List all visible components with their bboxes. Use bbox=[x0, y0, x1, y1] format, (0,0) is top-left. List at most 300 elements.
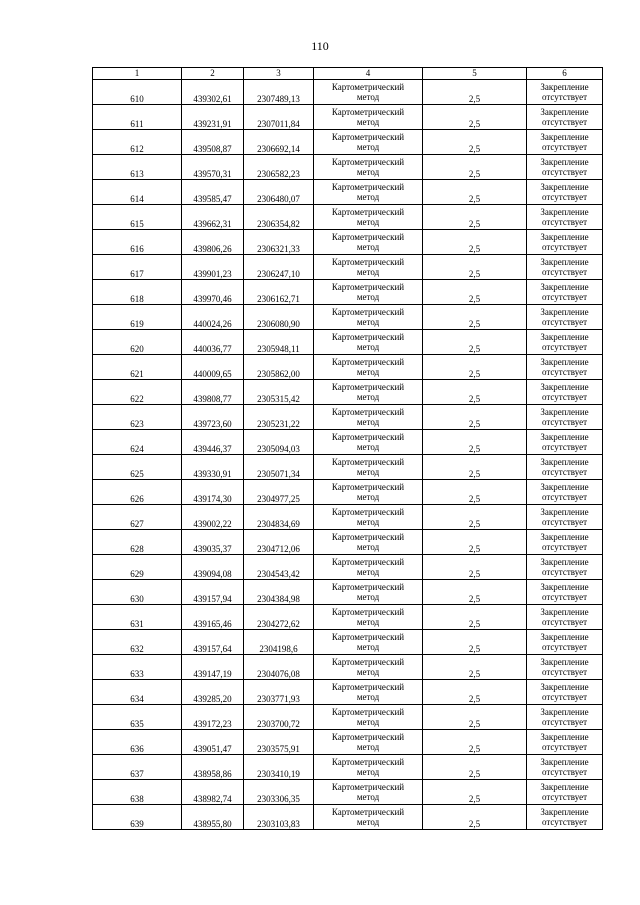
method-cell-line-2: метод bbox=[356, 317, 380, 327]
method-cell-line-1: Картометрический bbox=[331, 406, 405, 417]
fixation-cell-line-2: отсутствует bbox=[541, 517, 588, 527]
point-number-cell: 626 bbox=[93, 480, 182, 505]
error-cell: 2,5 bbox=[423, 80, 527, 105]
method-cell-line-2: метод bbox=[356, 667, 380, 677]
fixation-cell bbox=[527, 280, 603, 305]
fixation-cell bbox=[527, 80, 603, 105]
method-cell bbox=[314, 255, 423, 280]
table-row bbox=[93, 80, 603, 105]
method-cell-line-2: метод bbox=[356, 717, 380, 727]
method-cell-line-1: Картометрический bbox=[331, 81, 405, 92]
fixation-cell-line-1: Закрепление bbox=[540, 731, 589, 742]
x-coordinate-cell: 438958,86 bbox=[182, 755, 244, 780]
method-cell bbox=[314, 80, 423, 105]
method-cell bbox=[314, 680, 423, 705]
method-cell-line-1: Картометрический bbox=[331, 331, 405, 342]
table-row bbox=[93, 805, 603, 830]
error-cell: 2,5 bbox=[423, 630, 527, 655]
method-cell-line-1: Картометрический bbox=[331, 606, 405, 617]
method-cell-line-2: метод bbox=[356, 792, 380, 802]
x-coordinate-cell: 439901,23 bbox=[182, 255, 244, 280]
x-coordinate-cell: 439446,37 bbox=[182, 430, 244, 455]
y-coordinate-cell: 2304543,42 bbox=[244, 555, 314, 580]
table-row bbox=[93, 205, 603, 230]
y-coordinate-cell: 2306582,23 bbox=[244, 155, 314, 180]
method-cell bbox=[314, 155, 423, 180]
table-row bbox=[93, 130, 603, 155]
method-cell-line-1: Картометрический bbox=[331, 306, 405, 317]
x-coordinate-cell: 439172,23 bbox=[182, 705, 244, 730]
y-coordinate-cell: 2304712,06 bbox=[244, 530, 314, 555]
y-coordinate-cell: 2303306,35 bbox=[244, 780, 314, 805]
x-coordinate-cell: 439002,22 bbox=[182, 505, 244, 530]
fixation-cell-line-1: Закрепление bbox=[540, 231, 589, 242]
x-coordinate-cell: 438955,80 bbox=[182, 805, 244, 830]
error-cell: 2,5 bbox=[423, 105, 527, 130]
point-number-cell: 619 bbox=[93, 305, 182, 330]
table-row bbox=[93, 305, 603, 330]
method-cell-line-1: Картометрический bbox=[331, 231, 405, 242]
x-coordinate-cell: 439157,64 bbox=[182, 630, 244, 655]
y-coordinate-cell: 2306692,14 bbox=[244, 130, 314, 155]
table-row bbox=[93, 155, 603, 180]
x-coordinate-cell: 439157,94 bbox=[182, 580, 244, 605]
fixation-cell bbox=[527, 705, 603, 730]
error-cell: 2,5 bbox=[423, 780, 527, 805]
table-row bbox=[93, 580, 603, 605]
fixation-cell-line-2: отсутствует bbox=[541, 642, 588, 652]
fixation-cell-line-1: Закрепление bbox=[540, 431, 589, 442]
fixation-cell bbox=[527, 480, 603, 505]
method-cell-line-2: метод bbox=[356, 367, 380, 377]
error-cell: 2,5 bbox=[423, 155, 527, 180]
fixation-cell-line-2: отсутствует bbox=[541, 592, 588, 602]
y-coordinate-cell: 2306162,71 bbox=[244, 280, 314, 305]
method-cell-line-1: Картометрический bbox=[331, 156, 405, 167]
point-number-cell: 633 bbox=[93, 655, 182, 680]
y-coordinate-cell: 2304272,62 bbox=[244, 605, 314, 630]
x-coordinate-cell: 439174,30 bbox=[182, 480, 244, 505]
error-cell: 2,5 bbox=[423, 130, 527, 155]
table-row bbox=[93, 655, 603, 680]
method-cell bbox=[314, 455, 423, 480]
fixation-cell-line-2: отсутствует bbox=[541, 492, 588, 502]
fixation-cell-line-1: Закрепление bbox=[540, 181, 589, 192]
x-coordinate-cell: 439570,31 bbox=[182, 155, 244, 180]
method-cell-line-2: метод bbox=[356, 542, 380, 552]
method-cell-line-1: Картометрический bbox=[331, 356, 405, 367]
fixation-cell bbox=[527, 555, 603, 580]
fixation-cell-line-1: Закрепление bbox=[540, 706, 589, 717]
error-cell: 2,5 bbox=[423, 230, 527, 255]
method-cell-line-1: Картометрический bbox=[331, 131, 405, 142]
method-cell bbox=[314, 580, 423, 605]
method-cell-line-2: метод bbox=[356, 467, 380, 477]
table-row bbox=[93, 405, 603, 430]
y-coordinate-cell: 2305094,03 bbox=[244, 430, 314, 455]
error-cell: 2,5 bbox=[423, 305, 527, 330]
table-row bbox=[93, 530, 603, 555]
fixation-cell-line-1: Закрепление bbox=[540, 481, 589, 492]
table-row bbox=[93, 455, 603, 480]
fixation-cell-line-2: отсутствует bbox=[541, 292, 588, 302]
fixation-cell bbox=[527, 655, 603, 680]
fixation-cell-line-1: Закрепление bbox=[540, 456, 589, 467]
point-number-cell: 635 bbox=[93, 705, 182, 730]
method-cell-line-1: Картометрический bbox=[331, 781, 405, 792]
method-cell bbox=[314, 755, 423, 780]
table-row bbox=[93, 355, 603, 380]
fixation-cell-line-2: отсутствует bbox=[541, 767, 588, 777]
x-coordinate-cell: 440024,26 bbox=[182, 305, 244, 330]
point-number-cell: 622 bbox=[93, 380, 182, 405]
fixation-cell bbox=[527, 255, 603, 280]
point-number-cell: 615 bbox=[93, 205, 182, 230]
fixation-cell-line-1: Закрепление bbox=[540, 306, 589, 317]
fixation-cell-line-2: отсутствует bbox=[541, 117, 588, 127]
method-cell-line-2: метод bbox=[356, 417, 380, 427]
method-cell-line-2: метод bbox=[356, 217, 380, 227]
table-row bbox=[93, 630, 603, 655]
method-cell-line-2: метод bbox=[356, 742, 380, 752]
method-cell-line-2: метод bbox=[356, 642, 380, 652]
method-cell bbox=[314, 130, 423, 155]
fixation-cell-line-2: отсутствует bbox=[541, 717, 588, 727]
method-cell bbox=[314, 380, 423, 405]
column-header-6: 6 bbox=[527, 68, 603, 80]
fixation-cell-line-2: отсутствует bbox=[541, 217, 588, 227]
fixation-cell-line-1: Закрепление bbox=[540, 406, 589, 417]
method-cell bbox=[314, 605, 423, 630]
method-cell bbox=[314, 805, 423, 830]
fixation-cell bbox=[527, 205, 603, 230]
y-coordinate-cell: 2306480,07 bbox=[244, 180, 314, 205]
method-cell-line-1: Картометрический bbox=[331, 806, 405, 817]
x-coordinate-cell: 439147,19 bbox=[182, 655, 244, 680]
error-cell: 2,5 bbox=[423, 430, 527, 455]
table-row bbox=[93, 505, 603, 530]
fixation-cell-line-2: отсутствует bbox=[541, 92, 588, 102]
method-cell-line-2: метод bbox=[356, 267, 380, 277]
method-cell-line-2: метод bbox=[356, 692, 380, 702]
method-cell bbox=[314, 330, 423, 355]
method-cell-line-1: Картометрический bbox=[331, 531, 405, 542]
table-row bbox=[93, 105, 603, 130]
point-number-cell: 629 bbox=[93, 555, 182, 580]
table-row bbox=[93, 755, 603, 780]
method-cell bbox=[314, 430, 423, 455]
point-number-cell: 612 bbox=[93, 130, 182, 155]
fixation-cell bbox=[527, 805, 603, 830]
point-number-cell: 638 bbox=[93, 780, 182, 805]
fixation-cell bbox=[527, 630, 603, 655]
fixation-cell-line-1: Закрепление bbox=[540, 206, 589, 217]
table-row bbox=[93, 555, 603, 580]
method-cell bbox=[314, 555, 423, 580]
method-cell-line-1: Картометрический bbox=[331, 631, 405, 642]
error-cell: 2,5 bbox=[423, 805, 527, 830]
y-coordinate-cell: 2305862,00 bbox=[244, 355, 314, 380]
method-cell bbox=[314, 105, 423, 130]
fixation-cell-line-1: Закрепление bbox=[540, 506, 589, 517]
y-coordinate-cell: 2307011,84 bbox=[244, 105, 314, 130]
x-coordinate-cell: 439165,46 bbox=[182, 605, 244, 630]
fixation-cell bbox=[527, 180, 603, 205]
fixation-cell-line-2: отсутствует bbox=[541, 342, 588, 352]
method-cell-line-1: Картометрический bbox=[331, 756, 405, 767]
method-cell-line-2: метод bbox=[356, 517, 380, 527]
point-number-cell: 625 bbox=[93, 455, 182, 480]
table-row bbox=[93, 705, 603, 730]
fixation-cell-line-1: Закрепление bbox=[540, 756, 589, 767]
y-coordinate-cell: 2306247,10 bbox=[244, 255, 314, 280]
fixation-cell-line-2: отсутствует bbox=[541, 542, 588, 552]
fixation-cell bbox=[527, 330, 603, 355]
method-cell-line-2: метод bbox=[356, 442, 380, 452]
method-cell-line-2: метод bbox=[356, 392, 380, 402]
method-cell-line-2: метод bbox=[356, 342, 380, 352]
fixation-cell bbox=[527, 680, 603, 705]
table-body bbox=[93, 80, 603, 830]
y-coordinate-cell: 2306354,82 bbox=[244, 205, 314, 230]
x-coordinate-cell: 440036,77 bbox=[182, 330, 244, 355]
point-number-cell: 624 bbox=[93, 430, 182, 455]
x-coordinate-cell: 439808,77 bbox=[182, 380, 244, 405]
table-row bbox=[93, 380, 603, 405]
fixation-cell-line-2: отсутствует bbox=[541, 242, 588, 252]
point-number-cell: 628 bbox=[93, 530, 182, 555]
fixation-cell-line-1: Закрепление bbox=[540, 381, 589, 392]
fixation-cell bbox=[527, 155, 603, 180]
fixation-cell-line-2: отсутствует bbox=[541, 442, 588, 452]
point-number-cell: 618 bbox=[93, 280, 182, 305]
y-coordinate-cell: 2303700,72 bbox=[244, 705, 314, 730]
fixation-cell bbox=[527, 580, 603, 605]
fixation-cell-line-1: Закрепление bbox=[540, 281, 589, 292]
fixation-cell-line-1: Закрепление bbox=[540, 656, 589, 667]
fixation-cell bbox=[527, 730, 603, 755]
x-coordinate-cell: 439806,26 bbox=[182, 230, 244, 255]
column-header-5: 5 bbox=[423, 68, 527, 80]
method-cell-line-2: метод bbox=[356, 567, 380, 577]
error-cell: 2,5 bbox=[423, 580, 527, 605]
error-cell: 2,5 bbox=[423, 705, 527, 730]
fixation-cell-line-2: отсутствует bbox=[541, 467, 588, 477]
x-coordinate-cell: 438982,74 bbox=[182, 780, 244, 805]
table-row bbox=[93, 480, 603, 505]
method-cell-line-2: метод bbox=[356, 592, 380, 602]
fixation-cell-line-2: отсутствует bbox=[541, 817, 588, 827]
column-header-4: 4 bbox=[314, 68, 423, 80]
table-row bbox=[93, 430, 603, 455]
fixation-cell-line-2: отсутствует bbox=[541, 742, 588, 752]
method-cell bbox=[314, 205, 423, 230]
error-cell: 2,5 bbox=[423, 680, 527, 705]
fixation-cell-line-2: отсутствует bbox=[541, 192, 588, 202]
fixation-cell-line-1: Закрепление bbox=[540, 356, 589, 367]
fixation-cell bbox=[527, 505, 603, 530]
table-row bbox=[93, 255, 603, 280]
method-cell bbox=[314, 655, 423, 680]
fixation-cell-line-2: отсутствует bbox=[541, 667, 588, 677]
method-cell-line-1: Картометрический bbox=[331, 506, 405, 517]
y-coordinate-cell: 2304198,6 bbox=[244, 630, 314, 655]
fixation-cell bbox=[527, 380, 603, 405]
error-cell: 2,5 bbox=[423, 180, 527, 205]
fixation-cell-line-2: отсутствует bbox=[541, 367, 588, 377]
fixation-cell-line-2: отсутствует bbox=[541, 142, 588, 152]
y-coordinate-cell: 2305948,11 bbox=[244, 330, 314, 355]
method-cell-line-1: Картометрический bbox=[331, 681, 405, 692]
method-cell bbox=[314, 630, 423, 655]
fixation-cell-line-2: отсутствует bbox=[541, 392, 588, 402]
method-cell-line-2: метод bbox=[356, 817, 380, 827]
error-cell: 2,5 bbox=[423, 555, 527, 580]
method-cell bbox=[314, 355, 423, 380]
point-number-cell: 636 bbox=[93, 730, 182, 755]
fixation-cell-line-2: отсутствует bbox=[541, 267, 588, 277]
method-cell-line-1: Картометрический bbox=[331, 656, 405, 667]
y-coordinate-cell: 2304384,98 bbox=[244, 580, 314, 605]
method-cell-line-2: метод bbox=[356, 117, 380, 127]
method-cell-line-1: Картометрический bbox=[331, 181, 405, 192]
method-cell-line-1: Картометрический bbox=[331, 556, 405, 567]
fixation-cell bbox=[527, 605, 603, 630]
fixation-cell-line-2: отсутствует bbox=[541, 617, 588, 627]
method-cell-line-1: Картометрический bbox=[331, 456, 405, 467]
fixation-cell-line-1: Закрепление bbox=[540, 256, 589, 267]
fixation-cell bbox=[527, 530, 603, 555]
x-coordinate-cell: 439330,91 bbox=[182, 455, 244, 480]
table-row bbox=[93, 230, 603, 255]
method-cell-line-1: Картометрический bbox=[331, 256, 405, 267]
fixation-cell bbox=[527, 780, 603, 805]
table-row bbox=[93, 605, 603, 630]
fixation-cell-line-1: Закрепление bbox=[540, 806, 589, 817]
fixation-cell-line-1: Закрепление bbox=[540, 531, 589, 542]
method-cell-line-2: метод bbox=[356, 492, 380, 502]
x-coordinate-cell: 440009,65 bbox=[182, 355, 244, 380]
x-coordinate-cell: 439662,31 bbox=[182, 205, 244, 230]
error-cell: 2,5 bbox=[423, 255, 527, 280]
fixation-cell-line-1: Закрепление bbox=[540, 556, 589, 567]
y-coordinate-cell: 2306080,90 bbox=[244, 305, 314, 330]
y-coordinate-cell: 2306321,33 bbox=[244, 230, 314, 255]
fixation-cell bbox=[527, 130, 603, 155]
method-cell bbox=[314, 480, 423, 505]
fixation-cell bbox=[527, 405, 603, 430]
error-cell: 2,5 bbox=[423, 205, 527, 230]
y-coordinate-cell: 2303771,93 bbox=[244, 680, 314, 705]
error-cell: 2,5 bbox=[423, 405, 527, 430]
y-coordinate-cell: 2303575,91 bbox=[244, 730, 314, 755]
x-coordinate-cell: 439585,47 bbox=[182, 180, 244, 205]
method-cell bbox=[314, 505, 423, 530]
fixation-cell bbox=[527, 355, 603, 380]
error-cell: 2,5 bbox=[423, 480, 527, 505]
table-row bbox=[93, 680, 603, 705]
error-cell: 2,5 bbox=[423, 380, 527, 405]
method-cell-line-2: метод bbox=[356, 242, 380, 252]
method-cell-line-1: Картометрический bbox=[331, 206, 405, 217]
point-number-cell: 632 bbox=[93, 630, 182, 655]
fixation-cell-line-1: Закрепление bbox=[540, 681, 589, 692]
method-cell-line-2: метод bbox=[356, 767, 380, 777]
point-number-cell: 611 bbox=[93, 105, 182, 130]
method-cell-line-1: Картометрический bbox=[331, 581, 405, 592]
method-cell bbox=[314, 530, 423, 555]
method-cell-line-2: метод bbox=[356, 292, 380, 302]
y-coordinate-cell: 2303410,19 bbox=[244, 755, 314, 780]
coordinates-table bbox=[92, 67, 603, 830]
table-row bbox=[93, 730, 603, 755]
error-cell: 2,5 bbox=[423, 655, 527, 680]
point-number-cell: 623 bbox=[93, 405, 182, 430]
point-number-cell: 620 bbox=[93, 330, 182, 355]
fixation-cell bbox=[527, 430, 603, 455]
fixation-cell-line-1: Закрепление bbox=[540, 81, 589, 92]
x-coordinate-cell: 439231,91 bbox=[182, 105, 244, 130]
fixation-cell bbox=[527, 230, 603, 255]
point-number-cell: 610 bbox=[93, 80, 182, 105]
error-cell: 2,5 bbox=[423, 455, 527, 480]
method-cell-line-1: Картометрический bbox=[331, 706, 405, 717]
column-header-2: 2 bbox=[182, 68, 244, 80]
column-header-3: 3 bbox=[244, 68, 314, 80]
x-coordinate-cell: 439508,87 bbox=[182, 130, 244, 155]
table-row bbox=[93, 180, 603, 205]
fixation-cell bbox=[527, 105, 603, 130]
error-cell: 2,5 bbox=[423, 355, 527, 380]
header-row bbox=[93, 68, 603, 80]
method-cell bbox=[314, 405, 423, 430]
fixation-cell-line-1: Закрепление bbox=[540, 106, 589, 117]
method-cell-line-2: метод bbox=[356, 617, 380, 627]
method-cell bbox=[314, 230, 423, 255]
point-number-cell: 614 bbox=[93, 180, 182, 205]
error-cell: 2,5 bbox=[423, 330, 527, 355]
method-cell-line-1: Картометрический bbox=[331, 106, 405, 117]
point-number-cell: 613 bbox=[93, 155, 182, 180]
fixation-cell-line-1: Закрепление bbox=[540, 156, 589, 167]
y-coordinate-cell: 2304834,69 bbox=[244, 505, 314, 530]
x-coordinate-cell: 439285,20 bbox=[182, 680, 244, 705]
fixation-cell-line-1: Закрепление bbox=[540, 331, 589, 342]
fixation-cell-line-2: отсутствует bbox=[541, 167, 588, 177]
point-number-cell: 627 bbox=[93, 505, 182, 530]
y-coordinate-cell: 2307489,13 bbox=[244, 80, 314, 105]
error-cell: 2,5 bbox=[423, 505, 527, 530]
method-cell bbox=[314, 180, 423, 205]
method-cell bbox=[314, 705, 423, 730]
fixation-cell bbox=[527, 455, 603, 480]
table-row bbox=[93, 280, 603, 305]
fixation-cell-line-1: Закрепление bbox=[540, 781, 589, 792]
fixation-cell-line-2: отсутствует bbox=[541, 792, 588, 802]
fixation-cell-line-1: Закрепление bbox=[540, 131, 589, 142]
x-coordinate-cell: 439970,46 bbox=[182, 280, 244, 305]
point-number-cell: 617 bbox=[93, 255, 182, 280]
method-cell-line-1: Картометрический bbox=[331, 281, 405, 292]
point-number-cell: 639 bbox=[93, 805, 182, 830]
fixation-cell-line-1: Закрепление bbox=[540, 631, 589, 642]
method-cell-line-1: Картометрический bbox=[331, 731, 405, 742]
error-cell: 2,5 bbox=[423, 530, 527, 555]
point-number-cell: 616 bbox=[93, 230, 182, 255]
fixation-cell-line-1: Закрепление bbox=[540, 606, 589, 617]
x-coordinate-cell: 439723,60 bbox=[182, 405, 244, 430]
x-coordinate-cell: 439094,08 bbox=[182, 555, 244, 580]
